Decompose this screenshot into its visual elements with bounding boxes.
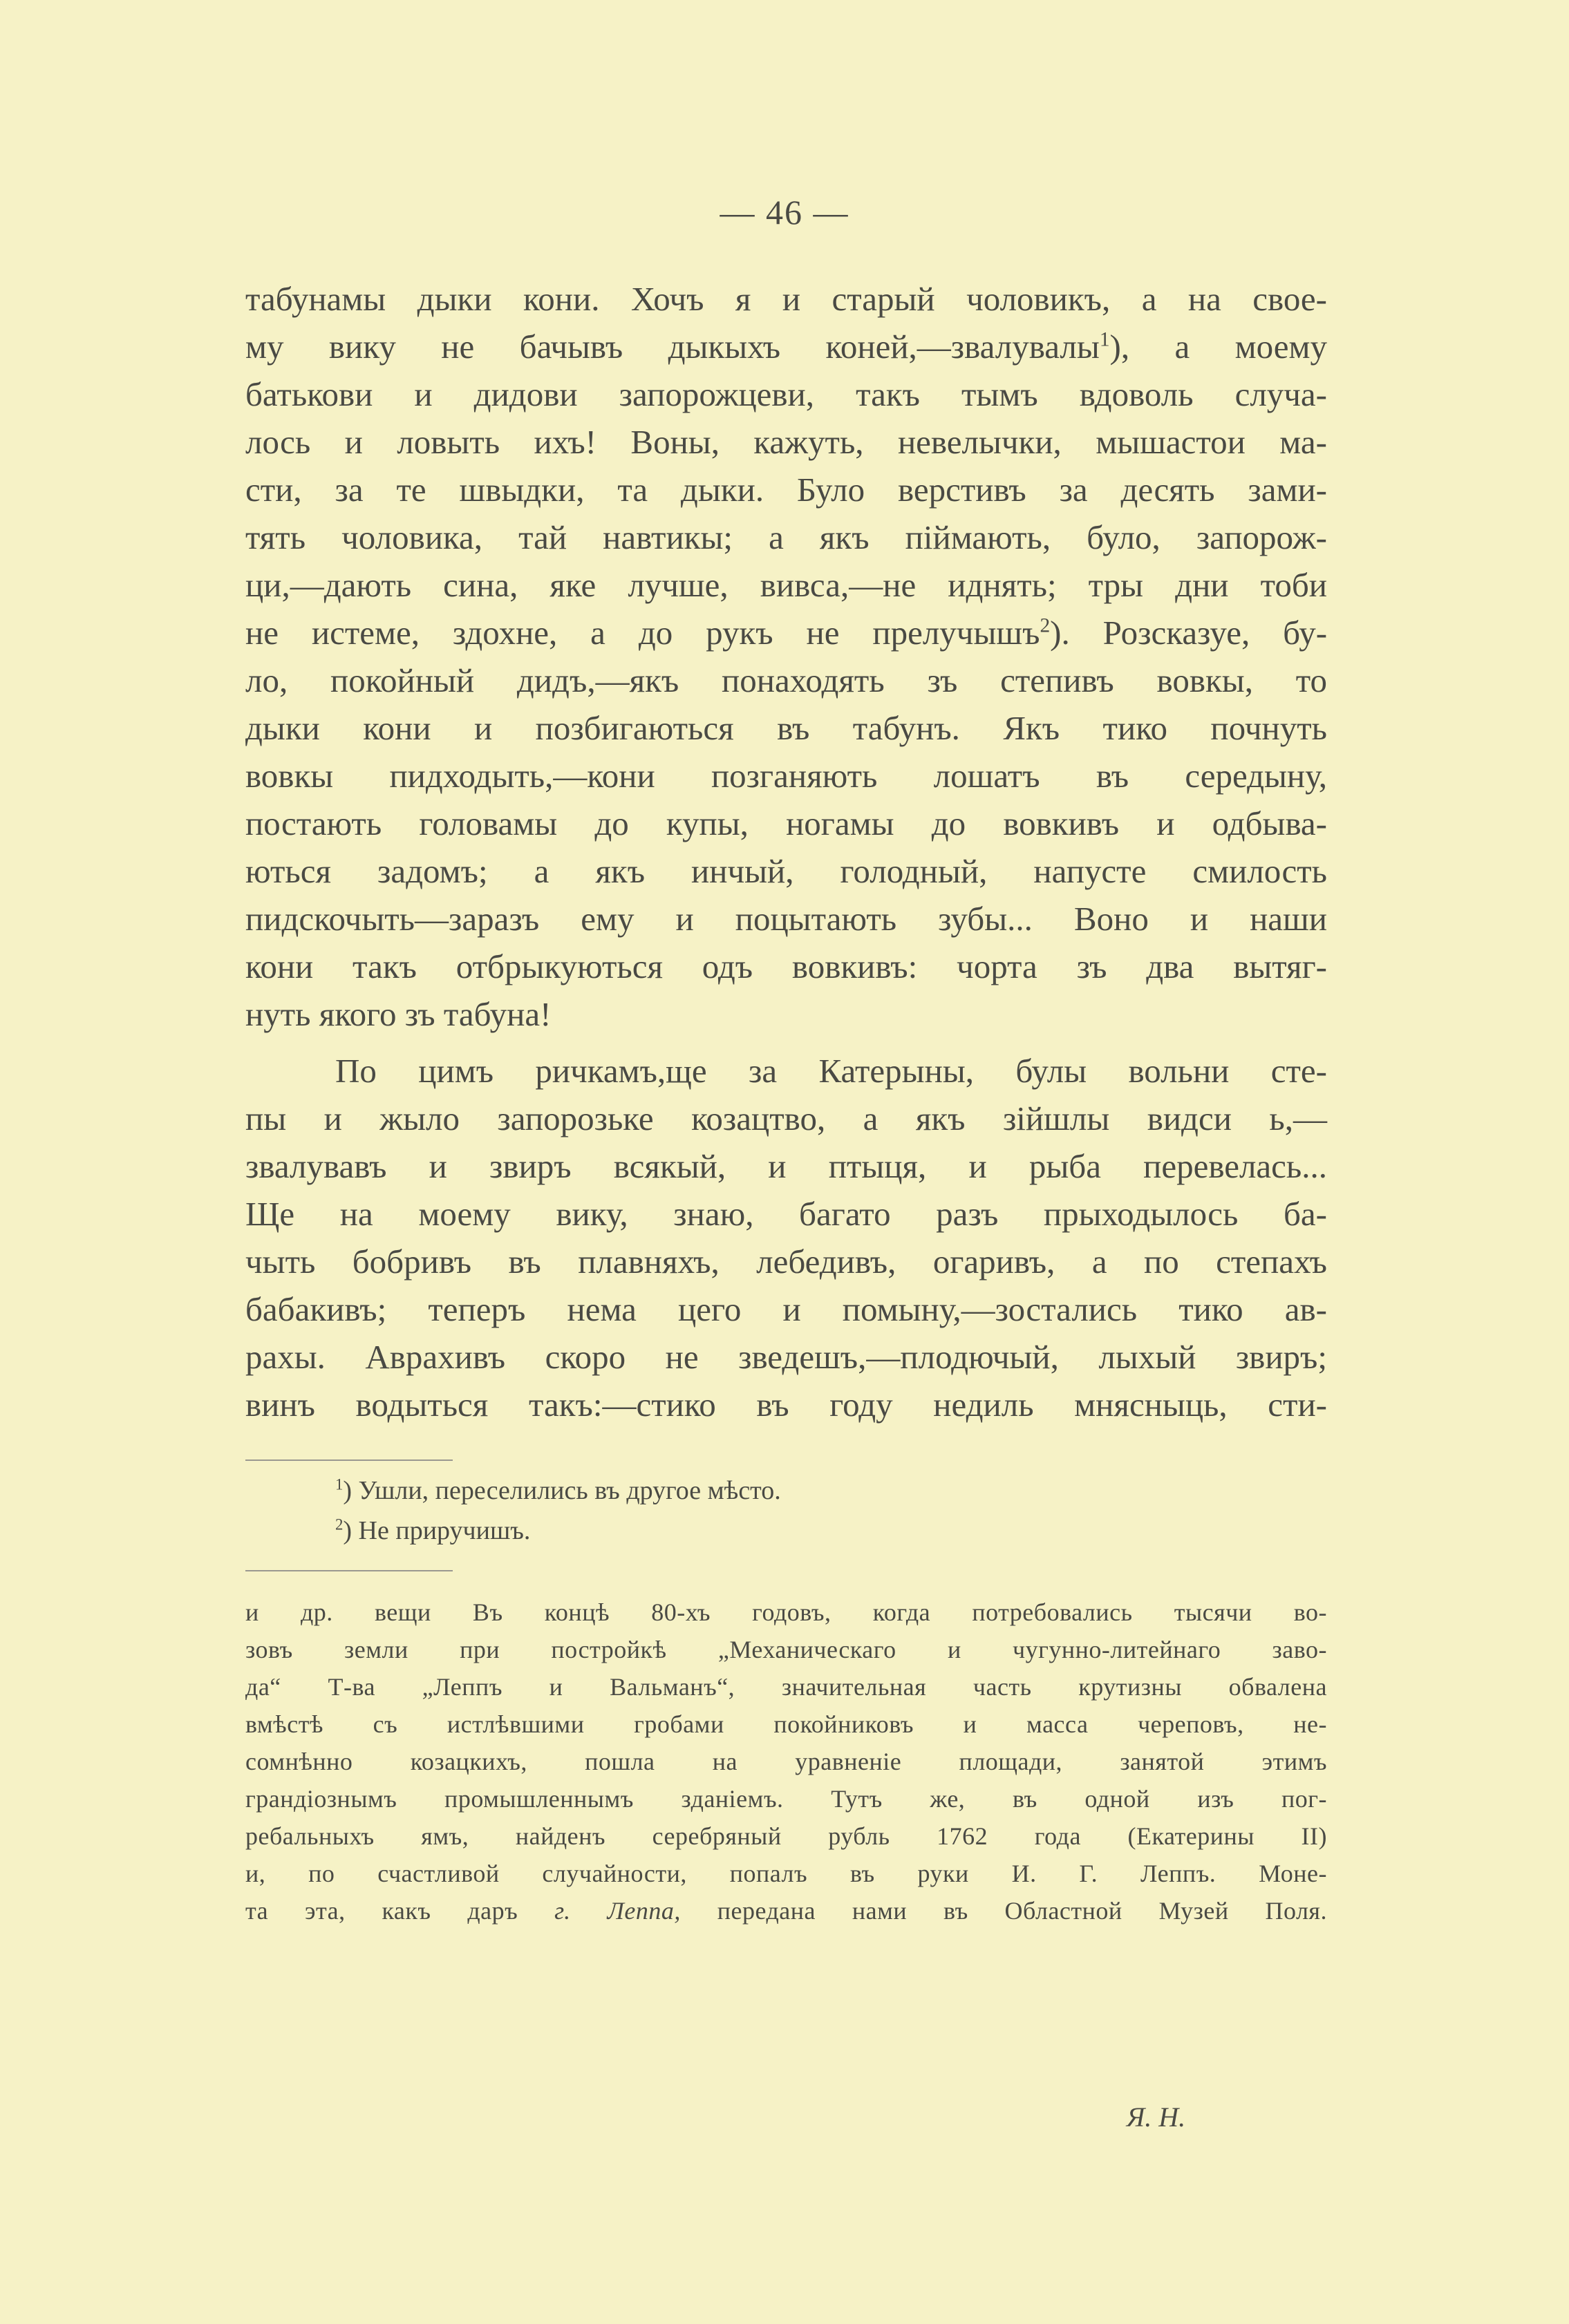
note-line: ребальныхъ ямъ, найденъ серебряный рубль 1762 года (Екатерины II) xyxy=(245,1822,1327,1850)
text-line: винъ водыться такъ:—стико въ году недиль мнясныць, сти- xyxy=(245,1386,1327,1424)
text-line: звалувавъ и звиръ всякый, и птыця, и рыба перевелась... xyxy=(245,1147,1327,1185)
text-line: Ще на моему вику, знаю, багато разъ прыходылось ба- xyxy=(245,1195,1327,1233)
text-line: бабакивъ; теперъ нема цего и помыну,—зостались тико ав- xyxy=(245,1290,1327,1328)
text-line: вовкы пидходыть,—кони позганяють лошатъ въ середыну, xyxy=(245,757,1327,795)
footnote-ref: 2 xyxy=(1040,614,1051,637)
text-line: не истеме, здохне, а до рукъ не прелучышъ$^2$). Розсказуе, бу- xyxy=(245,614,1328,652)
italic-name: г. Леппа, xyxy=(554,1897,681,1925)
note-line: та эта, какъ даръ г. Леппа, передана нами въ Областной Музей Поля. xyxy=(245,1897,1327,1925)
text-line: му вику не бачывъ дыкыхъ коней,—звалувалы$^1$), а моему xyxy=(245,328,1327,366)
note-line: зовъ земли при постройкѣ „Механическаго и чугунно-литейнаго заво- xyxy=(245,1636,1327,1663)
note-divider xyxy=(245,1570,453,1571)
note-line: и др. вещи Въ концѣ 80-хъ годовъ, когда потребовались тысячи во- xyxy=(245,1598,1327,1626)
text-line: дыки кони и позбигаються въ табунъ. Якъ тико почнуть xyxy=(245,709,1327,747)
footnote-1: $^1$) Ушли, переселились въ другое мѣсто. xyxy=(335,1475,781,1505)
text-line: ються задомъ; а якъ инчый, голодный, напусте смилость xyxy=(245,852,1327,890)
text-line: ци,—дають сина, яке лучше, вивса,—не иднять; тры дни тоби xyxy=(245,566,1327,604)
text-line: табунамы дыки кони. Хочъ я и старый чоловикъ, а на свое- xyxy=(245,280,1327,318)
footnote-2: $^2$) Не приручишъ. xyxy=(335,1515,531,1545)
text-line: сти, за те швыдки, та дыки. Було верстивъ за десять зами- xyxy=(245,471,1327,509)
text-line: рахы. Аврахивъ скоро не зведешъ,—плодючый, лыхый звиръ; xyxy=(245,1338,1327,1376)
note-line: вмѣстѣ съ истлѣвшими гробами покойниковъ и масса череповъ, не- xyxy=(245,1710,1327,1738)
page-number: — 46 — xyxy=(720,193,849,232)
text-line: ло, покойный дидъ,—якъ понаходять зъ степивъ вовкы, то xyxy=(245,661,1327,699)
text-line: батькови и дидови запорожцеви, такъ тымъ вдоволь случа- xyxy=(245,375,1327,413)
signature: Я. Н. xyxy=(1127,2101,1186,2133)
text-line: тять чоловика, тай навтикы; а якъ пiймають, було, запорож- xyxy=(245,518,1327,556)
note-line: да“ Т-ва „Леппъ и Вальманъ“, значительная часть крутизны обвалена xyxy=(245,1673,1327,1701)
footnote-ref: 1 xyxy=(1099,328,1110,351)
footnote-divider xyxy=(245,1459,453,1461)
text-line: нуть якого зъ табуна! xyxy=(245,995,552,1033)
text-line: пидскочыть—заразъ ему и поцытають зубы... Воно и наши xyxy=(245,900,1327,938)
note-line: грандiознымъ промышленнымъ зданiемъ. Тутъ же, въ одной изъ пог- xyxy=(245,1785,1327,1813)
text-line: постають головамы до купы, ногамы до вовкивъ и одбыва- xyxy=(245,804,1327,842)
note-line: и, по счастливой случайности, попалъ въ руки И. Г. Леппъ. Моне- xyxy=(245,1860,1327,1887)
text-line: чыть бобривъ въ плавняхъ, лебедивъ, огаривъ, а по степахъ xyxy=(245,1243,1327,1281)
text-line: лось и ловыть ихъ! Воны, кажуть, невелычки, мышастои ма- xyxy=(245,423,1327,461)
note-line: сомнѣнно козацкихъ, пошла на уравненiе площади, занятой этимъ xyxy=(245,1748,1327,1775)
text-line: пы и жыло запорозьке козацтво, а якъ зiйшлы видси ь,— xyxy=(245,1099,1327,1137)
text-line: кони такъ отбрыкуються одъ вовкивъ: чорта зъ два вытяг- xyxy=(245,947,1327,985)
text-line: По цимъ ричкамъ,ще за Катерыны, булы вольни сте- xyxy=(335,1052,1327,1090)
